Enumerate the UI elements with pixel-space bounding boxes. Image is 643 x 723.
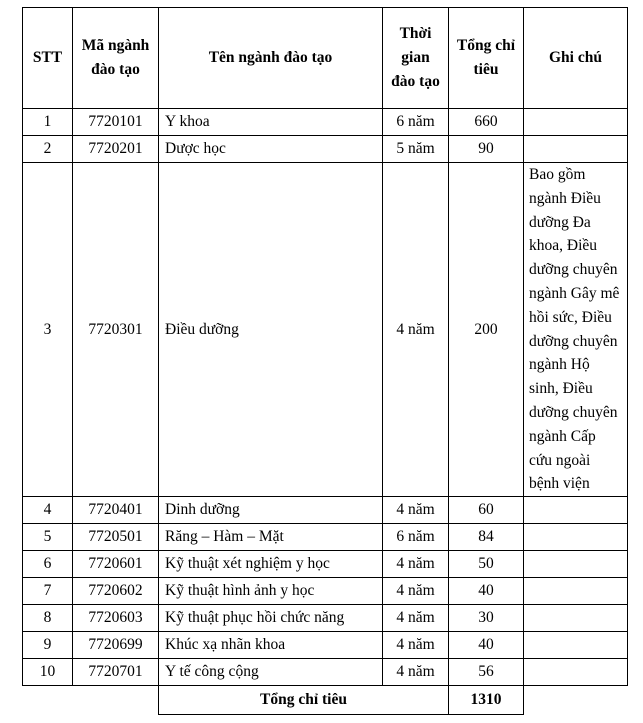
table-row xyxy=(23,497,628,524)
cell-name: Điều dưỡng xyxy=(159,163,383,497)
cell-stt: 10 xyxy=(23,659,73,686)
cell-note xyxy=(524,524,628,551)
cell-quota: 30 xyxy=(449,605,524,632)
cell-stt: 9 xyxy=(23,632,73,659)
cell-duration: 4 năm xyxy=(383,551,449,578)
header-duration: Thời gian đào tạo xyxy=(383,8,449,109)
cell-duration: 6 năm xyxy=(383,109,449,136)
cell-duration: 4 năm xyxy=(383,632,449,659)
table-row xyxy=(23,632,628,659)
header-name: Tên ngành đào tạo xyxy=(159,8,383,109)
cell-name: Y khoa xyxy=(159,109,383,136)
table-row xyxy=(23,578,628,605)
cell-code: 7720201 xyxy=(73,136,159,163)
header-row xyxy=(23,8,628,109)
table-row xyxy=(23,551,628,578)
cell-duration: 4 năm xyxy=(383,605,449,632)
cell-code: 7720301 xyxy=(73,163,159,497)
cell-duration: 4 năm xyxy=(383,163,449,497)
cell-stt: 6 xyxy=(23,551,73,578)
cell-code: 7720501 xyxy=(73,524,159,551)
cell-name: Y tế công cộng xyxy=(159,659,383,686)
cell-quota: 200 xyxy=(449,163,524,497)
total-label: Tổng chỉ tiêu xyxy=(159,686,449,715)
cell-stt: 1 xyxy=(23,109,73,136)
cell-stt: 8 xyxy=(23,605,73,632)
cell-quota: 40 xyxy=(449,632,524,659)
cell-quota: 50 xyxy=(449,551,524,578)
cell-code: 7720401 xyxy=(73,497,159,524)
total-blank xyxy=(23,686,159,715)
cell-code: 7720101 xyxy=(73,109,159,136)
cell-quota: 660 xyxy=(449,109,524,136)
cell-name: Khúc xạ nhãn khoa xyxy=(159,632,383,659)
cell-name: Răng – Hàm – Mặt xyxy=(159,524,383,551)
cell-note xyxy=(524,551,628,578)
cell-code: 7720603 xyxy=(73,605,159,632)
cell-note xyxy=(524,109,628,136)
cell-quota: 90 xyxy=(449,136,524,163)
table-row xyxy=(23,163,628,497)
cell-stt: 4 xyxy=(23,497,73,524)
cell-duration: 4 năm xyxy=(383,578,449,605)
cell-stt: 5 xyxy=(23,524,73,551)
cell-quota: 60 xyxy=(449,497,524,524)
cell-stt: 2 xyxy=(23,136,73,163)
cell-code: 7720699 xyxy=(73,632,159,659)
table-row xyxy=(23,605,628,632)
cell-note xyxy=(524,632,628,659)
cell-note xyxy=(524,136,628,163)
header-note: Ghi chú xyxy=(524,8,628,109)
total-blank-right xyxy=(524,686,628,715)
cell-code: 7720601 xyxy=(73,551,159,578)
table-row xyxy=(23,524,628,551)
total-row xyxy=(23,686,628,715)
cell-note: Bao gồm ngành Điều dưỡng Đa khoa, Điều dưỡng chuyên ngành Gây mê hồi sức, Điều dưỡng chuyên ngành Hộ sinh, Điều dưỡng chuyên ngành Cấp cứu ngoài bệnh viện xyxy=(524,163,628,497)
cell-stt: 3 xyxy=(23,163,73,497)
cell-code: 7720701 xyxy=(73,659,159,686)
cell-duration: 5 năm xyxy=(383,136,449,163)
table-row xyxy=(23,659,628,686)
header-code: Mã ngành đào tạo xyxy=(73,8,159,109)
table-row xyxy=(23,109,628,136)
cell-quota: 84 xyxy=(449,524,524,551)
cell-name: Dược học xyxy=(159,136,383,163)
cell-quota: 56 xyxy=(449,659,524,686)
cell-quota: 40 xyxy=(449,578,524,605)
cell-stt: 7 xyxy=(23,578,73,605)
cell-duration: 4 năm xyxy=(383,659,449,686)
cell-name: Dinh dưỡng xyxy=(159,497,383,524)
table-row xyxy=(23,136,628,163)
cell-code: 7720602 xyxy=(73,578,159,605)
admission-quota-table xyxy=(22,7,628,715)
cell-duration: 4 năm xyxy=(383,497,449,524)
cell-name: Kỹ thuật hình ảnh y học xyxy=(159,578,383,605)
cell-note xyxy=(524,497,628,524)
cell-note xyxy=(524,659,628,686)
total-value: 1310 xyxy=(449,686,524,715)
cell-name: Kỹ thuật phục hồi chức năng xyxy=(159,605,383,632)
cell-note xyxy=(524,578,628,605)
header-quota: Tổng chỉ tiêu xyxy=(449,8,524,109)
cell-duration: 6 năm xyxy=(383,524,449,551)
cell-name: Kỹ thuật xét nghiệm y học xyxy=(159,551,383,578)
cell-note xyxy=(524,605,628,632)
header-stt: STT xyxy=(23,8,73,109)
